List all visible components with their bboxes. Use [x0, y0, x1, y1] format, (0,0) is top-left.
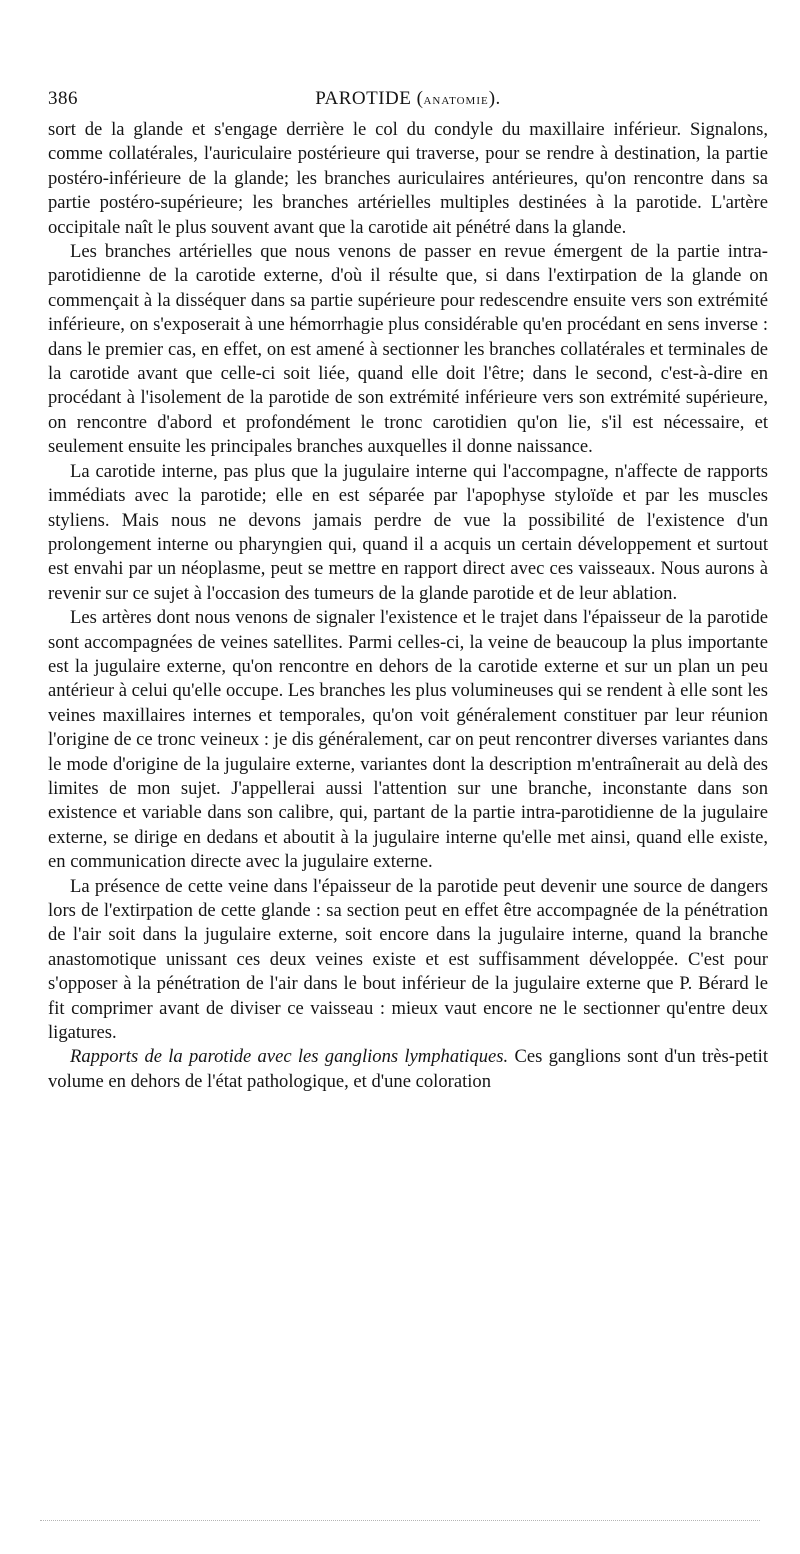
- paragraph-5: La présence de cette veine dans l'épaisseur de la parotide peut devenir une source de dangers lors de l'extirpation de cette glande : sa section peut en effet être accompagnée de la pénétration de l'air soit dans la jugulaire externe, soit encore dans la jugulaire interne, quand la branche anastomotique unissant ces deux veines existe et est suffisamment développée. C'est pour s'opposer à la pénétration de l'air dans le bout inférieur de la jugulaire externe que P. Bérard le fit comprimer avant de diviser ce vaisseau : mieux vaut encore ne le sectionner qu'entre deux ligatures.: [48, 875, 768, 1044]
- running-title: [48, 88, 768, 110]
- paragraph-3: La carotide interne, pas plus que la jugulaire interne qui l'accompagne, n'affecte de rapports immédiats avec la parotide; elle en est séparée par l'apophyse styloïde et par les muscles styliens. Mais nous ne devons jamais perdre de vue la possibilité de l'existence d'un prolongement interne ou pharyngien qui, quand il a acquis un certain développement et surtout est envahi par un néoplasme, peut se mettre en rapport direct avec ces vaisseaux. Nous aurons à revenir sur ce sujet à l'occasion des tumeurs de la glande parotide et de leur ablation.: [48, 460, 768, 604]
- paragraph-4: Les artères dont nous venons de signaler l'existence et le trajet dans l'épaisseur de la parotide sont accompagnées de veines satellites. Parmi celles-ci, la veine de beaucoup la plus importante est la jugulaire externe, qu'on rencontre en dehors de la carotide externe et sur un plan un peu antérieur à celui qu'elle occupe. Les branches les plus volumineuses qui se rendent à elle sont les veines maxillaires internes et temporales, qu'on voit généralement constituer par leur réunion l'origine de ce tronc veineux : je dis généralement, car on peut rencontrer diverses variantes dans le mode d'origine de la jugulaire externe, variantes dont la description m'entraînerait au delà des limites de mon sujet. J'appellerai aussi l'attention sur une branche, inconstante dans son existence et variable dans son calibre, qui, partant de la partie intra-parotidienne de la jugulaire externe, se dirige en dedans et aboutit à la jugulaire interne qu'elle met ainsi, quand elle existe, en communication directe avec la jugulaire externe.: [48, 607, 768, 873]
- page-number: 386: [48, 88, 78, 109]
- document-page: [48, 88, 768, 1094]
- footer-rule: [40, 1520, 760, 1521]
- running-title-close: ).: [488, 88, 501, 109]
- section-heading-italic: Rapports de la parotide avec les ganglions lymphatiques.: [70, 1046, 509, 1068]
- paragraph-1: sort de la glande et s'engage derrière le col du condyle du maxillaire inférieur. Signalons, comme collatérales, l'auriculaire postérieure qui traverse, pour se rendre à destination, la partie postéro-inférieure de la glande; les branches auriculaires antérieures, qu'on rencontre dans sa partie postéro-supérieure; les branches artérielles multiples destinées à la parotide. L'artère occipitale naît le plus souvent avant que la carotide ait pénétré dans la glande.: [48, 119, 768, 238]
- page-header: [48, 88, 768, 118]
- paragraph-6-text: Ces ganglions sont d'un très-petit volume en dehors de l'état pathologique, et d'une coloration: [48, 1046, 768, 1092]
- running-title-sub: anatomie: [423, 92, 489, 108]
- paragraph-6: [48, 1045, 768, 1094]
- running-title-open: (: [411, 88, 424, 109]
- running-title-main: PAROTIDE: [315, 88, 412, 109]
- paragraph-2: Les branches artérielles que nous venons de passer en revue émergent de la partie intra-parotidienne de la carotide externe, d'où il résulte que, si dans l'extirpation de la glande on commençait à la disséquer dans sa partie supérieure pour redescendre ensuite vers son extrémité inférieure, on s'exposerait à une hémorrhagie plus considérable qu'en procédant en sens inverse : dans le premier cas, en effet, on est amené à sectionner les branches collatérales et terminales de la carotide avant que celle-ci soit liée, quand elle doit l'être; dans le second, c'est-à-dire en procédant à l'isolement de la parotide de son extrémité inférieure vers son extrémité supérieure, on rencontre d'abord et profondément le tronc carotidien qu'on lie, s'il est nécessaire, et seulement ensuite les principales branches auxquelles il donne naissance.: [48, 241, 768, 458]
